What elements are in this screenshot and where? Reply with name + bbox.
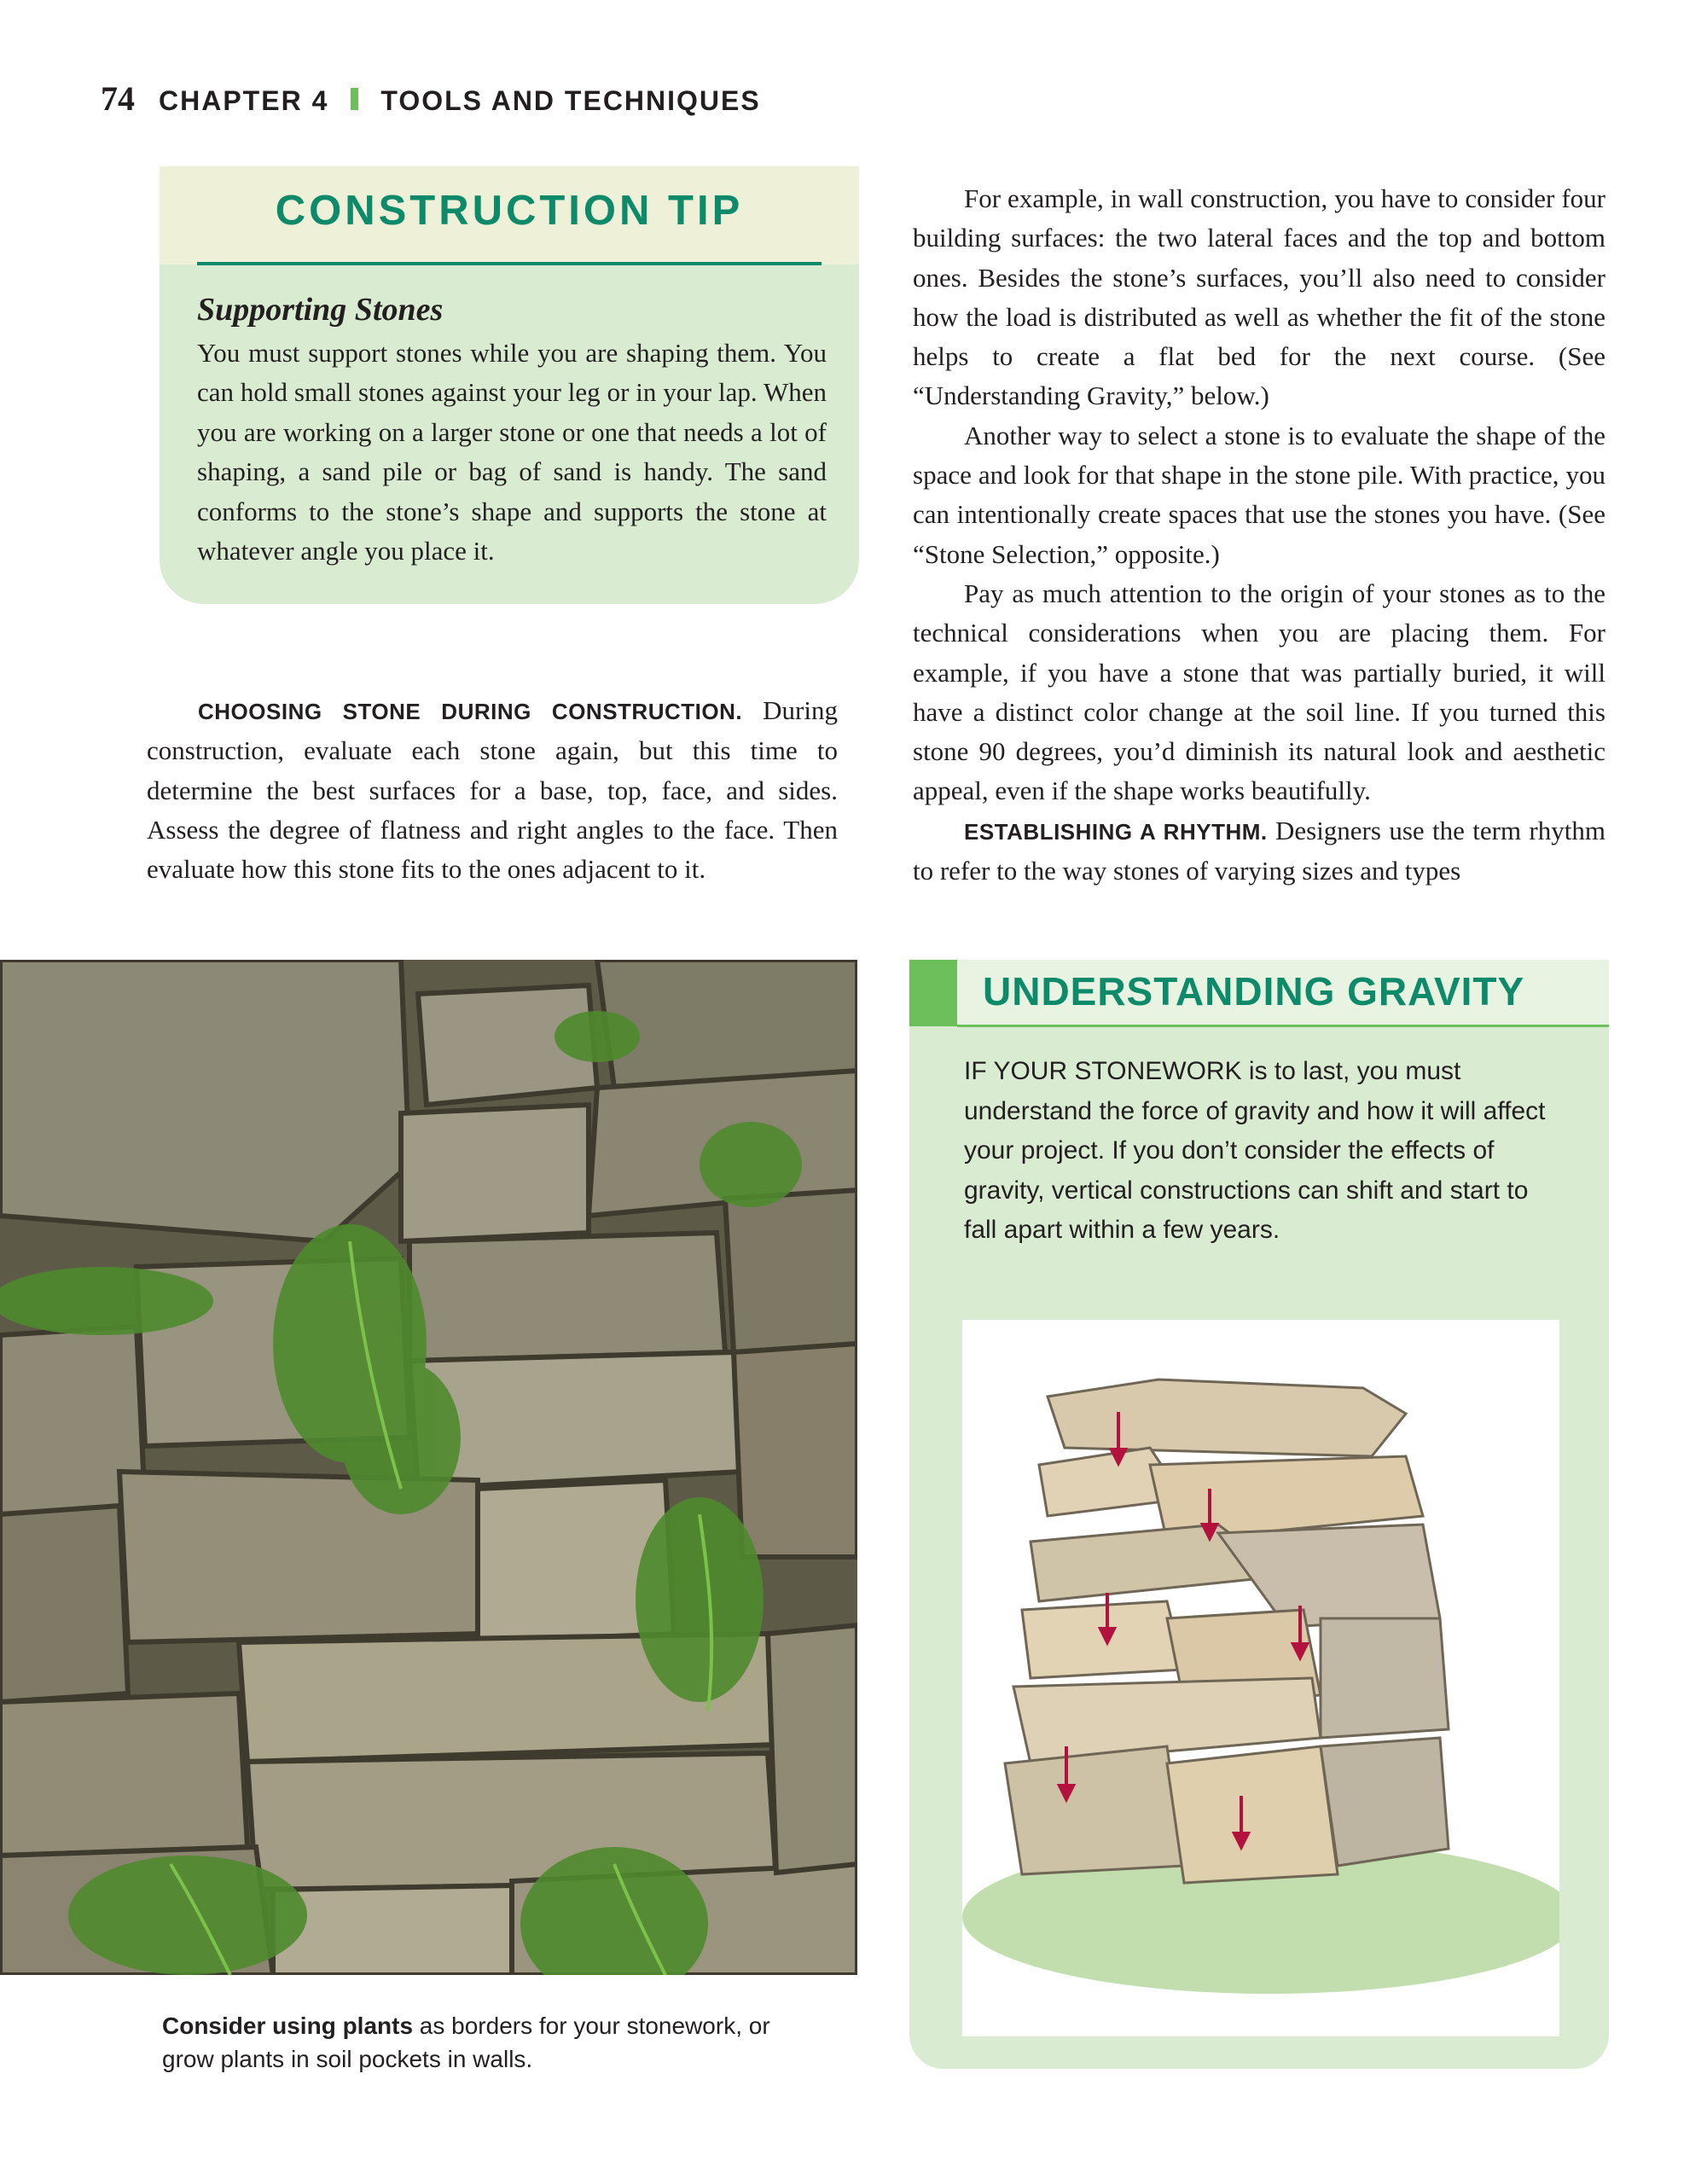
right-column-text [913, 179, 1605, 891]
lead-in-rhythm: ESTABLISHING A RHYTHM. [964, 818, 1268, 845]
gravity-illustration [962, 1320, 1559, 2036]
gravity-tab-marker [909, 960, 957, 1026]
tip-body: You must support stones while you are shaping them. You can hold small stones against your leg or in your lap. When you are working on a larger stone or one that needs a lot of shaping, a sand pile or bag of sand is handy. The sand conforms to the stone’s shape and supports the stone at whatever angle you place it. [197, 338, 827, 566]
understanding-gravity-box [909, 960, 1609, 2069]
chapter-label: CHAPTER 4 [159, 85, 329, 116]
tip-subtitle: Supporting Stones [197, 292, 444, 328]
gravity-title: UNDERSTANDING GRAVITY [983, 969, 1525, 1014]
tip-rule [197, 262, 822, 265]
header-divider [351, 88, 358, 110]
paragraph-select-shape: Another way to select a stone is to evaluate the shape of the space and look for that shape in the stone pile. With practice, you can intentionally create spaces that use the stones you have. (See “Stone Selection,” opposite.) [913, 420, 1605, 569]
photo-caption [162, 2009, 827, 2076]
page-number: 74 [101, 79, 135, 118]
section-title: TOOLS AND TECHNIQUES [380, 85, 761, 116]
tip-title: CONSTRUCTION TIP [275, 188, 744, 234]
left-column-text [147, 691, 838, 889]
caption-lead: Consider using plants [162, 2013, 414, 2039]
gravity-body: IF YOUR STONEWORK is to last, you must understand the force of gravity and how it will affect your project. If you don’t consider the effects of gravity, vertical constructions can shift and start to fall apart within a few years. [964, 1057, 1546, 1244]
caption-text: as borders for your stonework, or grow plants in soil pockets in walls. [162, 2013, 770, 2072]
construction-tip-box [160, 166, 859, 604]
paragraph-example: For example, in wall construction, you have to consider four building surfaces: the two lateral faces and the top and bottom ones. Besides the stone’s surfaces, you’ll also need to consider how the load is distributed as well as whether the fit of the stone helps to create a flat bed for the next course. (See “Understanding Gravity,” below.) [913, 183, 1605, 411]
choosing-stone-text: During construction, evaluate each stone again, but this time to determine the best surfaces for a base, top, face, and sides. Assess the degree of flatness and right angles to the face. Then evaluate how this stone fits to the ones adjacent to it. [147, 695, 838, 885]
gravity-rule [957, 1025, 1609, 1027]
rhythm-text: Designers use the term rhythm to refer to the way stones of varying sizes and types [913, 815, 1605, 886]
paragraph-origin: Pay as much attention to the origin of your stones as to the technical considerations when you are placing them. For example, if you have a stone that was partially buried, it will have a distinct color change at the soil line. If you turned this stone 90 degrees, you’d diminish its natural look and aesthetic appeal, even if the shape works beautifully. [913, 578, 1605, 806]
stone-wall-photo [0, 960, 857, 1975]
running-header [101, 78, 761, 121]
lead-in-choosing-stone: CHOOSING STONE DURING CONSTRUCTION. [198, 699, 743, 724]
